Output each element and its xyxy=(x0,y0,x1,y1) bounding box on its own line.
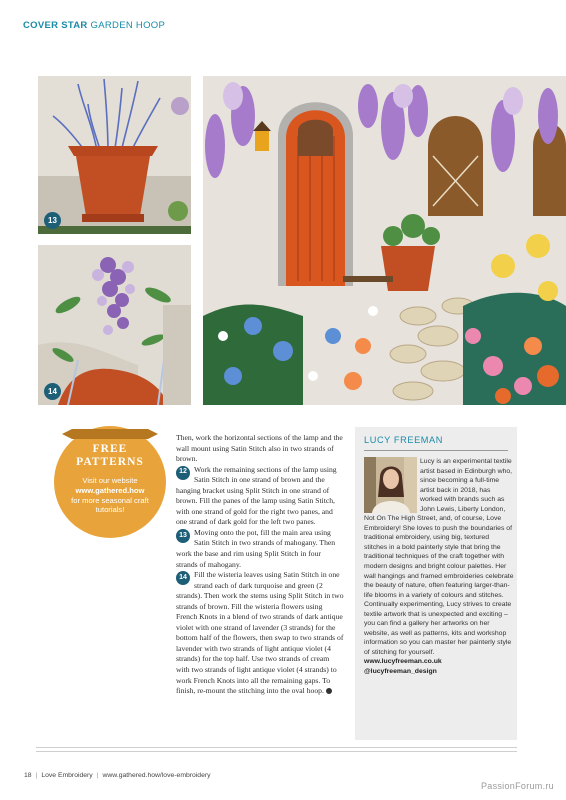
instructions-intro: Then, work the horizontal sections of the lamp and the wall mount using Satin Stitch also in two strands of brown. xyxy=(176,433,343,464)
section-header xyxy=(23,20,165,31)
page-footer: 18 | Love Embroidery | www.gathered.how/love-embroidery xyxy=(24,772,211,779)
artist-social-handle[interactable]: @lucyfreeman_design xyxy=(364,668,437,676)
end-mark-icon xyxy=(326,688,332,694)
step-number-badge: 12 xyxy=(176,466,190,480)
instructions-column xyxy=(176,433,344,697)
promo-body xyxy=(66,476,154,515)
photo-step-13 xyxy=(38,76,191,234)
instruction-step xyxy=(176,528,344,570)
artist-bio-box xyxy=(355,427,517,740)
section-subtitle: GARDEN HOOP xyxy=(90,20,166,31)
instruction-step xyxy=(176,570,344,697)
section-label: COVER STAR xyxy=(23,20,88,31)
promo-website-link[interactable]: www.gathered.how xyxy=(75,485,145,495)
artist-website-link[interactable]: www.lucyfreeman.co.uk xyxy=(364,658,442,666)
photo-step-14 xyxy=(38,245,191,405)
step-number-badge: 14 xyxy=(176,571,190,585)
step-number-badge: 13 xyxy=(176,529,190,543)
footer-divider xyxy=(36,747,517,748)
footer-divider xyxy=(36,751,517,752)
free-patterns-promo xyxy=(54,426,166,538)
bio-divider xyxy=(364,450,508,451)
bio-text: Lucy is an experimental textile artist based in Edinburgh who, since becoming a full-time artist back in 2018, has worked with brands such as John Lewis, Liberty London, Not On The High Street, and, of course, Love Embroidery! She loves to push the boundaries of traditional embroidery, using big, textured stitches in a bold painterly style that bring the traditional techniques of the craft together with modern designs and bright colour palettes. Her wall hangings and framed embroideries celebrate the beauty of nature, often featuring larger-than-life blooms in a variety of colours and stitches. Continually experimenting, Lucy strives to create textile artwork that is unexpected and exciting – you can find a gallery her artworks on her website, as well as patterns, kits and workshop information so you can master her painterly style of stitching for yourself. xyxy=(364,458,514,656)
step-14-badge: 14 xyxy=(44,383,61,400)
promo-heading-line2: PATTERNS xyxy=(76,456,144,468)
promo-text-before: Visit our website xyxy=(82,476,138,485)
ribbon-icon xyxy=(62,429,158,439)
bio-text-block xyxy=(364,457,514,677)
step-13-badge: 13 xyxy=(44,212,61,229)
watermark: PassionForum.ru xyxy=(480,781,554,791)
page-number: 18 xyxy=(24,772,32,779)
photo-garden-hoop xyxy=(203,76,566,405)
footer-url[interactable]: www.gathered.how/love-embroidery xyxy=(102,772,211,779)
magazine-name: Love Embroidery xyxy=(41,772,93,779)
step-text: Work the remaining sections of the lamp using Satin Stitch in one strand of brown and the hanging bracket using Split Stitch in one strand of brown. Fill the panes of the lamp using Satin Stitch, with one strand of gold for the right two panes, and one strand of dark gold for the left two panes. xyxy=(176,464,337,527)
promo-text-after: for more seasonal craft tutorials! xyxy=(71,495,149,515)
promo-heading-line1: FREE xyxy=(92,443,128,455)
artist-name: LUCY FREEMAN xyxy=(364,435,444,445)
step-text: Fill the wisteria leaves using Satin Stitch in one strand each of dark turquoise and green (2 strands). Then work the stems using Split Stitch in two strands of brown. Fill the wisteria flowers using French Knots in a blend of two strands of dark antique violet with one strand of lavender (3 strands) for the bottom half of the flowers, then swap to two strands of lavender with two strands of light antique violet (4 strands) for the top half. Use two strands of cream with two strands of light antique violet (4 strands) to work French Knots into all the remaining gaps. To finish, re-mount the stitching into the oval hoop. xyxy=(176,570,344,696)
instruction-step xyxy=(176,465,344,528)
step-text: Moving onto the pot, fill the main area using Satin Stitch in two strands of mahogany. Then work the base and rim using Split Stitch in four strands of mahogany. xyxy=(176,527,336,569)
